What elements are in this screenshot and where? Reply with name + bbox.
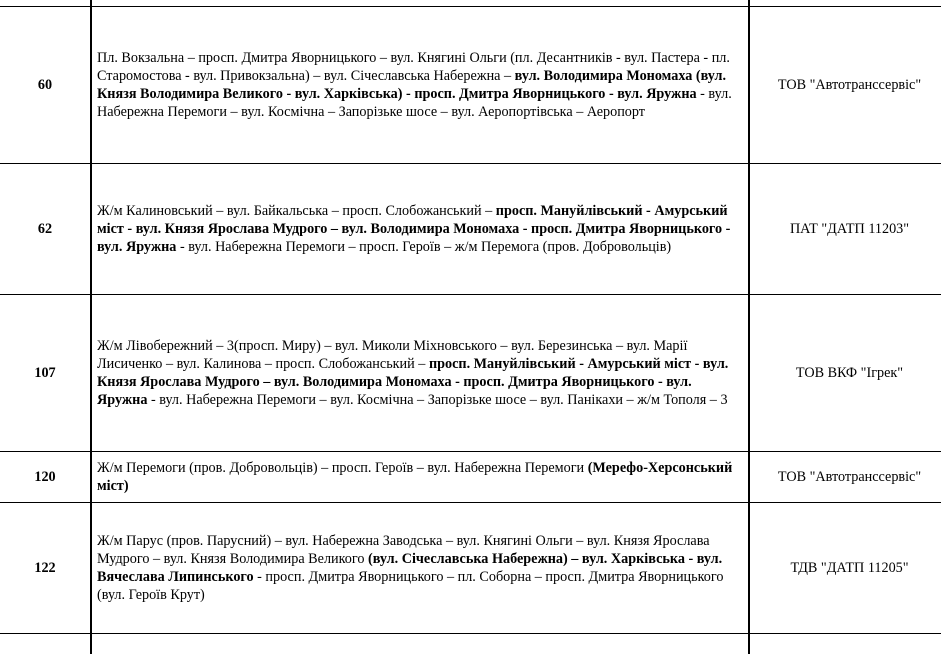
- route-segment: - вул. Набережна Перемоги – просп. Героїв – ж/м Перемога (пров. Добровольців): [176, 239, 671, 255]
- table-row: [0, 295, 941, 452]
- route-segment: - вул. Набережна Перемоги – вул. Космічна – Запорізьке шосе – вул. Аеропортівська – Аеропорт: [97, 86, 732, 120]
- route-number: 107: [0, 295, 91, 452]
- route-description: [91, 7, 749, 164]
- route-segment: - просп. Дмитра Яворницького – пл. Соборна – просп. Дмитра Яворницького (вул. Героїв Крут): [97, 569, 723, 603]
- route-segment: Ж/м Парус (пров. Парусний) – вул. Набережна Заводська – вул. Княгині Ольги – вул. Князя Ярослава Мудрого – вул. Князя Володимира Великого: [97, 533, 710, 567]
- route-segment-bold: (вул. Січеславська Набережна) – вул. Харківська - вул. Вячеслава Липинського: [97, 551, 722, 585]
- carrier-name: ПАТ "ДАТП 11203": [749, 164, 941, 295]
- route-segment-bold: просп. Мануйлівський - Амурський міст - вул. Князя Ярослава Мудрого – вул. Володимира Мономаха - просп. Дмитра Яворницького - вул. Яружна: [97, 203, 730, 255]
- route-segment: Ж/м Лівобережний – 3(просп. Миру) – вул. Миколи Міхновського – вул. Березинська – вул. Марії Лисиченко – вул. Калинова – просп. Слобожанський –: [97, 338, 687, 372]
- cell-number-empty: [0, 634, 91, 654]
- route-description: [91, 295, 749, 452]
- route-segment-bold: просп. Мануйлівський - Амурський міст - вул. Князя Ярослава Мудрого – вул. Володимира Мономаха - просп. Дмитра Яворницького - вул. Яружна: [97, 356, 728, 408]
- cell-route-empty: [91, 634, 749, 654]
- route-description: [91, 503, 749, 634]
- carrier-name: ТОВ ВКФ "Ігрек": [749, 295, 941, 452]
- table-row: [0, 452, 941, 503]
- route-segment: Ж/м Перемоги (пров. Добровольців) – просп. Героїв – вул. Набережна Перемоги: [97, 460, 588, 476]
- table-row: [0, 503, 941, 634]
- route-segment-bold: вул. Володимира Мономаха (вул. Князя Володимира Великого - вул. Харківська) - просп. Дмитра Яворницького - вул. Яружна: [97, 68, 726, 102]
- carrier-name: ТОВ "Автотранссервіс": [749, 452, 941, 503]
- carrier-name: ТОВ "Автотранссервіс": [749, 7, 941, 164]
- route-segment: - вул. Набережна Перемоги – вул. Космічна – Запорізьке шосе – вул. Панікахи – ж/м Тополя – 3: [147, 392, 727, 408]
- cell-carrier-empty: [749, 634, 941, 654]
- route-number: 122: [0, 503, 91, 634]
- route-number: 60: [0, 7, 91, 164]
- route-number: 120: [0, 452, 91, 503]
- carrier-name: ТДВ "ДАТП 11205": [749, 503, 941, 634]
- route-description: [91, 164, 749, 295]
- route-segment: Пл. Вокзальна – просп. Дмитра Яворницького – вул. Княгині Ольги (пл. Десантників - вул. Пастера - пл. Старомостова - вул. Привокзальна) – вул. Січеславська Набережна –: [97, 50, 730, 84]
- table-row-next-cut: [0, 634, 941, 654]
- route-segment-bold: (Мерефо-Херсонський міст): [97, 460, 732, 494]
- table-row: [0, 7, 941, 164]
- route-segment: Ж/м Калиновський – вул. Байкальська – просп. Слобожанський –: [97, 203, 496, 219]
- route-number: 62: [0, 164, 91, 295]
- route-description: [91, 452, 749, 503]
- table-row: [0, 164, 941, 295]
